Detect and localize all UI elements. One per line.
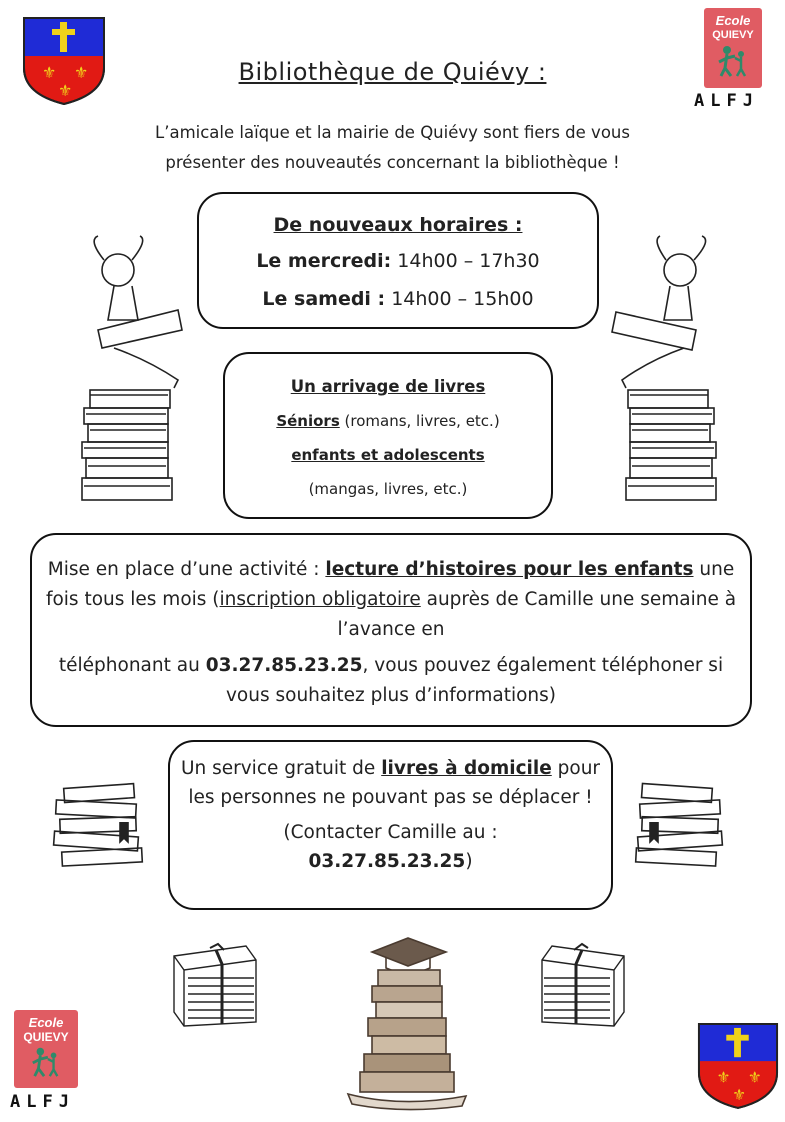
book-stack-illustration-right <box>628 782 728 872</box>
page-title-text: Bibliothèque de Quiévy : <box>238 58 547 86</box>
book-arrivals-seniors-label: Séniors <box>276 412 340 430</box>
delivery-phone-number: 03.27.85.23.25 <box>308 851 466 872</box>
paper-bundle-illustration-right <box>536 942 632 1028</box>
quievy-coat-of-arms-bottom <box>697 1020 779 1112</box>
activity-registration-required: inscription obligatoire <box>219 589 421 610</box>
book-arrivals-seniors-detail: (romans, livres, etc.) <box>339 412 500 430</box>
ecole-logo-alfj-text: ALFJ <box>10 1092 75 1112</box>
delivery-text-highlight: livres à domicile <box>381 758 552 779</box>
svg-text:⚜: ⚜ <box>716 1068 731 1087</box>
opening-hours-time: 14h00 – 15h00 <box>385 288 534 310</box>
delivery-contact-text: (Contacter Camille au : <box>283 822 498 843</box>
ecole-quievy-logo-bottom <box>10 1010 90 1118</box>
activity-text-7: , vous pouvez également téléphoner si vous souhaitez plus d’informations) <box>225 655 724 706</box>
intro-line-2: présenter des nouveautés concernant la bibliothèque ! <box>165 153 620 172</box>
activity-text-5: auprès de Camille une semaine à l’avance en <box>337 589 737 640</box>
svg-text:⚜: ⚜ <box>42 63 57 82</box>
svg-text:⚜: ⚜ <box>747 1068 762 1087</box>
ecole-logo-badge <box>14 1010 78 1088</box>
opening-hours-heading: De nouveaux horaires : <box>273 214 523 236</box>
activity-phone-number: 03.27.85.23.25 <box>205 655 363 676</box>
ecole-logo-ecole-text: Ecole <box>715 13 751 28</box>
svg-text:⚜: ⚜ <box>74 63 89 82</box>
activity-text-3: une fois tous les mois ( <box>45 559 735 610</box>
svg-text:⚜: ⚜ <box>58 81 73 100</box>
book-arrivals-box <box>223 352 553 519</box>
girl-reading-on-books-illustration-right <box>608 230 720 510</box>
intro-line-1: L’amicale laïque et la mairie de Quiévy sont fiers de vous <box>155 123 630 142</box>
ecole-logo-quievy-text: QUIEVY <box>23 1030 69 1044</box>
ecole-logo-quievy-text: QUIEVY <box>712 29 754 41</box>
storytelling-activity-box <box>30 533 752 727</box>
delivery-contact-close: ) <box>465 851 473 872</box>
ecole-logo-ecole-text: Ecole <box>28 1015 64 1030</box>
delivery-paragraph <box>170 754 611 812</box>
home-delivery-box <box>168 740 613 910</box>
book-arrivals-seniors <box>225 404 551 438</box>
delivery-text-3: pour les personnes ne pouvant pas se déplacer ! <box>188 758 601 808</box>
intro-text <box>60 118 725 178</box>
book-arrivals-heading: Un arrivage de livres <box>290 377 486 396</box>
activity-paragraph <box>44 555 738 645</box>
svg-text:⚜: ⚜ <box>732 1086 747 1105</box>
delivery-text-1: Un service gratuit de <box>180 758 382 779</box>
paper-bundle-illustration-left <box>166 942 262 1028</box>
book-arrivals-kids-label: enfants et adolescents <box>291 446 485 464</box>
opening-hours-row <box>199 242 597 280</box>
page-title <box>0 58 785 86</box>
book-arrivals-kids-detail: (mangas, livres, etc.) <box>308 480 468 498</box>
opening-hours-day: Le mercredi: <box>256 250 392 272</box>
opening-hours-row <box>199 280 597 318</box>
opening-hours-box <box>197 192 599 329</box>
activity-text-1: Mise en place d’une activité : <box>47 559 326 580</box>
activity-text-highlight: lecture d’histoires pour les enfants <box>325 559 694 580</box>
graduation-book-stack-illustration <box>342 934 472 1114</box>
delivery-contact <box>170 818 611 876</box>
opening-hours-day: Le samedi : <box>262 288 386 310</box>
book-stack-illustration-left <box>50 782 150 872</box>
activity-phone-paragraph <box>44 651 738 711</box>
ecole-logo-alfj-text: ALFJ <box>694 91 759 111</box>
children-figures-icon <box>24 1044 68 1078</box>
girl-reading-on-books-illustration-left <box>78 230 190 510</box>
opening-hours-time: 14h00 – 17h30 <box>391 250 540 272</box>
activity-text-6: téléphonant au <box>58 655 206 676</box>
